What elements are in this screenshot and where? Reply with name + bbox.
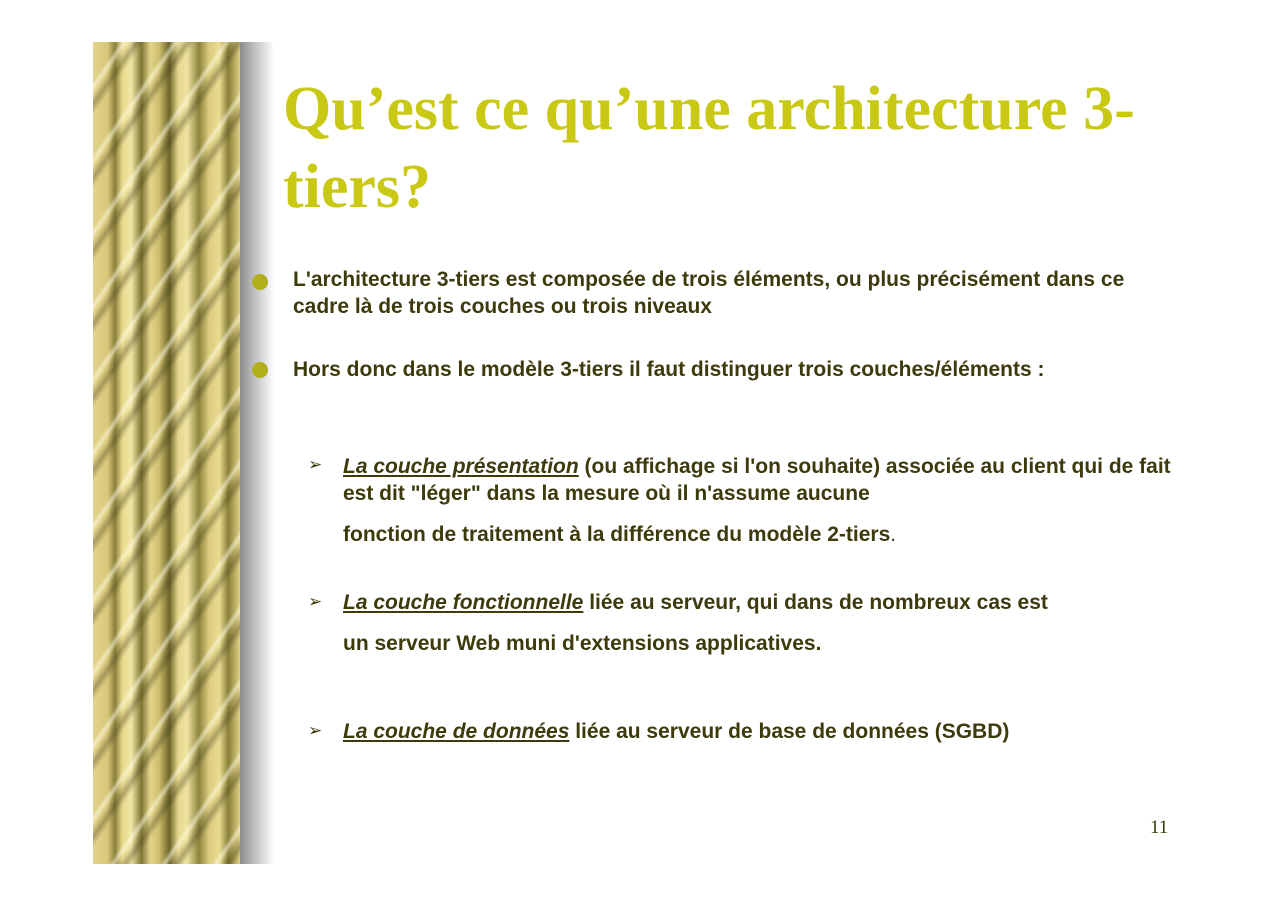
bullet-2: Hors donc dans le modèle 3-tiers il faut distinguer trois couches/éléments : <box>293 358 1045 381</box>
arrow-bullet-icon: ➢ <box>308 455 323 475</box>
term-presentation: La couche présentation <box>343 455 579 478</box>
bullet-dot-icon <box>252 362 268 378</box>
sub-item-text: liée au serveur de base de données (SGBD) <box>569 720 1010 743</box>
column-shadow <box>240 42 274 864</box>
sub-item-text: liée au serveur, qui dans de nombreux cas est <box>583 591 1048 614</box>
sub-item-presentation <box>343 453 1173 548</box>
term-data: La couche de données <box>343 720 570 743</box>
sub-item-data <box>343 718 1173 745</box>
arrow-bullet-icon: ➢ <box>308 592 323 612</box>
sub-item-text: fonction de traitement à la différence du modèle 2-tiers <box>343 523 891 546</box>
page-number: 11 <box>1150 817 1169 838</box>
sub-item-line: un serveur Web muni d'extensions applicatives. <box>343 632 822 655</box>
bullet-dot-icon <box>252 274 268 290</box>
bullet-1: L'architecture 3-tiers est composée de trois éléments, ou plus précisément dans ce cadre là de trois couches ou trois niveaux <box>293 268 1125 318</box>
decorative-column <box>93 42 240 864</box>
slide-title: Qu’est ce qu’une architecture 3-tiers? <box>283 75 1135 221</box>
sub-item-suffix: . <box>890 523 897 546</box>
sub-item-text: (ou affichage si l'on souhaite) associée au client qui de fait est dit "léger" dans la mesure où il n'assume aucune <box>343 455 1171 505</box>
sub-item-functional <box>343 589 1173 657</box>
arrow-bullet-icon: ➢ <box>308 721 323 741</box>
sub-item-line <box>343 521 1173 548</box>
term-functional: La couche fonctionnelle <box>343 591 584 614</box>
